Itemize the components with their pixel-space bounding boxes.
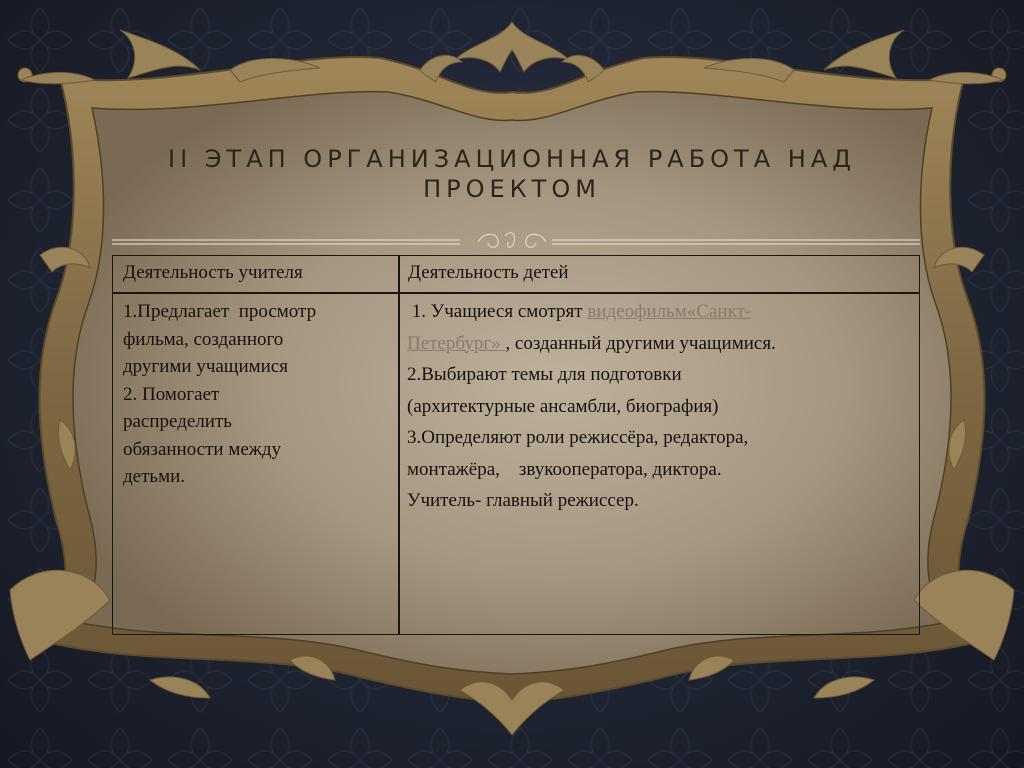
teacher-cell (123, 298, 385, 491)
teacher-line: распределить (123, 411, 232, 432)
children-line: монтажёра, звукооператора, диктора. (407, 458, 722, 480)
title-line-2: ПРОЕКТОМ (423, 175, 601, 203)
children-line-prefix: 1. Учащиеся смотрят (407, 301, 588, 322)
teacher-line: фильма, созданного (123, 328, 284, 350)
children-line: 3.Определяют роли режиссёра, редактора, (407, 427, 749, 448)
teacher-line: 1.Предлагает просмотр (123, 301, 317, 322)
header-teacher: Деятельность учителя (123, 262, 303, 283)
header-divider (113, 292, 919, 294)
children-line (407, 328, 912, 360)
children-line: 2.Выбирают темы для подготовки (407, 364, 682, 385)
video-link[interactable]: видеофильм«Санкт- (587, 301, 752, 322)
children-line-suffix: , созданный другими учащимися. (505, 332, 776, 354)
children-line (407, 296, 912, 328)
teacher-line: детьми. (123, 466, 186, 487)
children-line: (архитектурные ансамбли, биография) (407, 395, 719, 417)
teacher-line: 2. Помогает (123, 383, 220, 405)
header-children: Деятельность детей (408, 262, 569, 283)
teacher-line: другими учащимися (123, 356, 288, 377)
teacher-line: обязанности между (123, 438, 282, 460)
children-cell (407, 296, 912, 517)
column-divider (398, 256, 400, 634)
slide-title (130, 144, 894, 204)
video-link-continued[interactable]: Петербург» (407, 332, 506, 354)
title-line-1: II ЭТАП ОРГАНИЗАЦИОННАЯ РАБОТА НАД (168, 145, 856, 173)
children-line: Учитель- главный режиссер. (407, 490, 639, 511)
activity-table (112, 255, 920, 635)
